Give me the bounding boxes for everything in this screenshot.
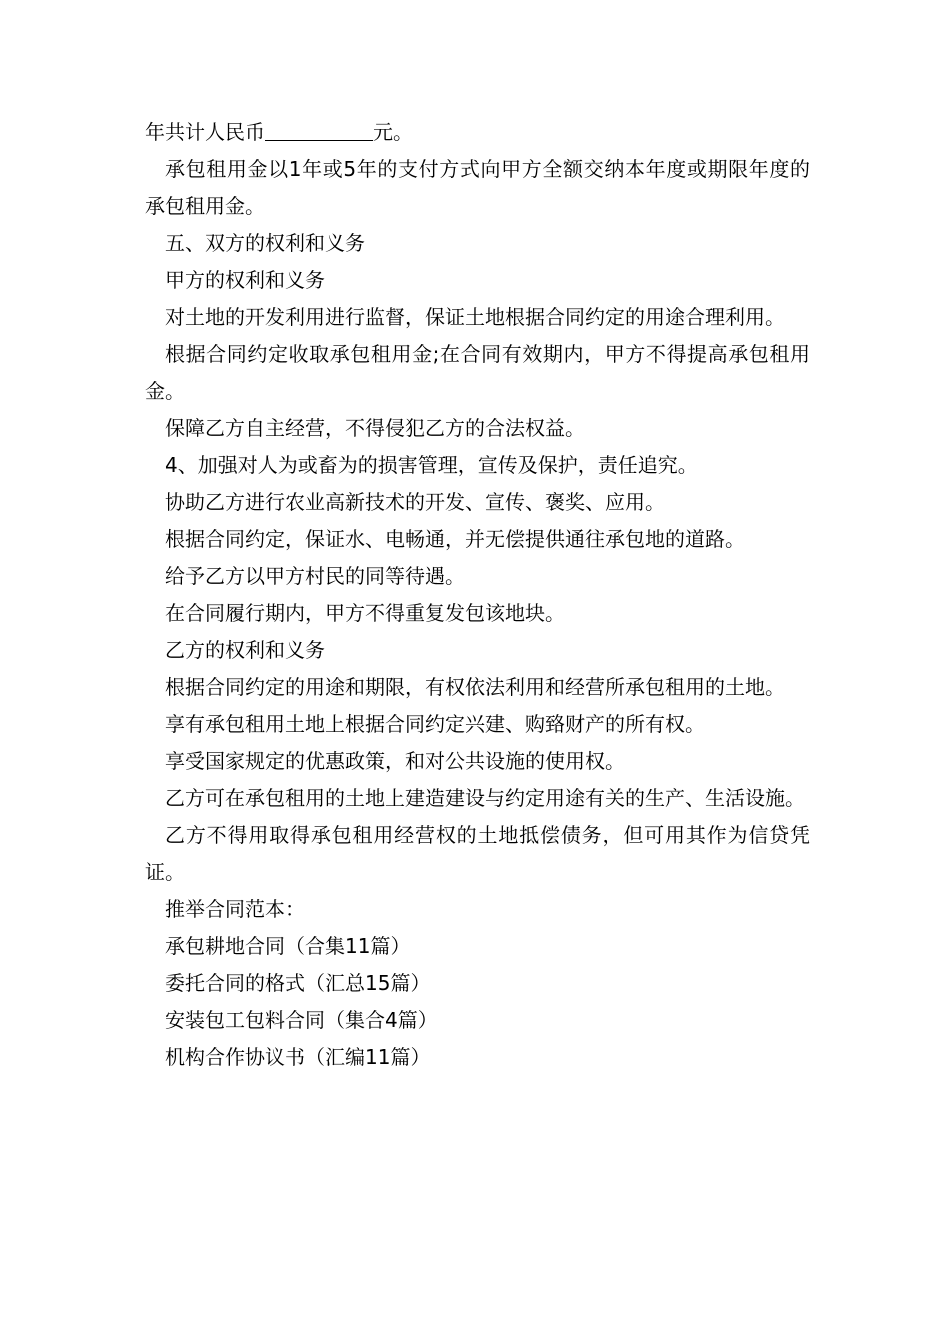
recommended-template-link[interactable]: 安装包工包料合同（集合4篇） [165, 1008, 438, 1032]
party-b-clause-debt: 乙方不得用取得承包租用经营权的土地抵偿债务，但可用其作为信贷凭证。 [145, 823, 810, 884]
payment-total-prefix: 年共计人民币 [145, 120, 265, 144]
recommended-template-link[interactable]: 承包耕地合同（合集11篇） [165, 934, 411, 958]
subheading-party-b: 乙方的权利和义务 [165, 638, 325, 662]
party-a-clause-rent: 根据合同约定收取承包租用金;在合同有效期内，甲方不得提高承包租用金。 [145, 342, 810, 403]
payment-method-paragraph: 承包租用金以1年或5年的支付方式向甲方全额交纳本年度或期限年度的承包租用金。 [145, 157, 810, 218]
party-a-clause-supervision: 对土地的开发利用进行监督，保证土地根据合同约定的用途合理利用。 [165, 305, 785, 329]
recommended-templates-heading: 推举合同范本： [165, 897, 305, 921]
document-body [145, 114, 810, 1076]
payment-total-line [145, 114, 810, 151]
recommended-template-link[interactable]: 委托合同的格式（汇总15篇） [165, 971, 431, 995]
party-a-clause-no-reletting: 在合同履行期内，甲方不得重复发包该地块。 [165, 601, 565, 625]
section-heading-rights-obligations: 五、双方的权利和义务 [165, 231, 365, 255]
payment-total-suffix: 元。 [373, 120, 413, 144]
party-a-clause-equal-treatment: 给予乙方以甲方村民的同等待遇。 [165, 564, 465, 588]
party-b-clause-policies: 享受国家规定的优惠政策，和对公共设施的使用权。 [165, 749, 625, 773]
amount-blank [265, 118, 373, 141]
recommended-template-link[interactable]: 机构合作协议书（汇编11篇） [165, 1045, 431, 1069]
subheading-party-a: 甲方的权利和义务 [165, 268, 325, 292]
party-b-clause-ownership: 享有承包租用土地上根据合同约定兴建、购臵财产的所有权。 [165, 712, 705, 736]
party-a-clause-damage-management: 4、加强对人为或畜为的损害管理，宣传及保护，责任追究。 [165, 453, 698, 477]
party-b-clause-use: 根据合同约定的用途和期限，有权依法利用和经营所承包租用的土地。 [165, 675, 785, 699]
party-a-clause-technology: 协助乙方进行农业高新技术的开发、宣传、褒奖、应用。 [165, 490, 665, 514]
party-b-clause-facilities: 乙方可在承包租用的土地上建造建设与约定用途有关的生产、生活设施。 [165, 786, 805, 810]
party-a-clause-autonomy: 保障乙方自主经营，不得侵犯乙方的合法权益。 [165, 416, 585, 440]
party-a-clause-utilities: 根据合同约定，保证水、电畅通，并无偿提供通往承包地的道路。 [165, 527, 745, 551]
